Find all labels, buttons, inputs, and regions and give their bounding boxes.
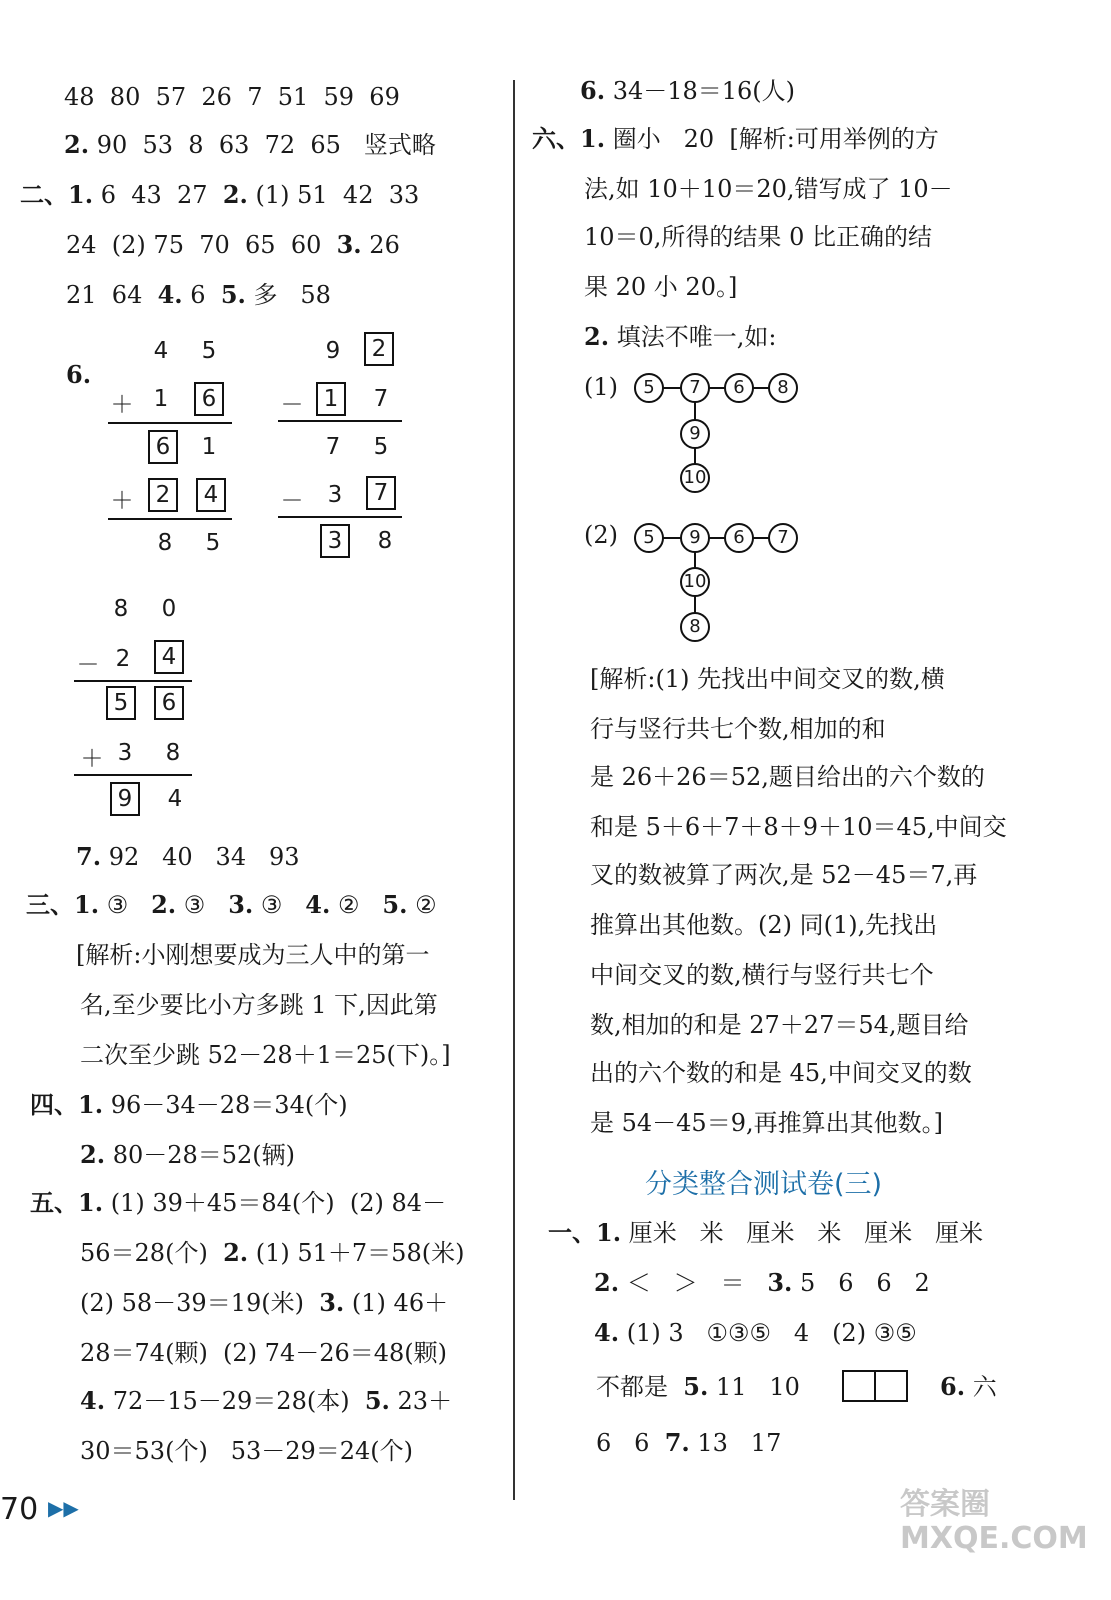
explanation-line: 和是 5＋6＋7＋8＋9＋10＝45,中间交 xyxy=(590,813,1007,841)
question-number: 6. xyxy=(66,360,92,389)
answer-box: 1 xyxy=(316,382,346,416)
arrow-marks: ▶▶ xyxy=(48,1496,79,1520)
number-circle: 8 xyxy=(768,373,798,403)
answer-box: 6 xyxy=(194,382,224,416)
explanation-line: 出的六个数的和是 45,中间交叉的数 xyxy=(590,1059,972,1087)
number-circle: 9 xyxy=(680,523,710,553)
minus-sign: － xyxy=(280,392,304,418)
number-circle: 9 xyxy=(680,419,710,449)
answer-box: 4 xyxy=(154,640,184,674)
explanation-line: 果 20 小 20。] xyxy=(584,273,738,301)
explanation-line: [解析:(1) 先找出中间交叉的数,横 xyxy=(590,665,945,693)
digit: 7 xyxy=(325,434,341,460)
explanation-line: 二次至少跳 52－28＋1＝25(下)。] xyxy=(80,1041,451,1069)
plus-sign: ＋ xyxy=(110,488,134,514)
answer-line: 2. 填法不唯一,如: xyxy=(584,322,777,351)
number-circle: 5 xyxy=(634,373,664,403)
answer-box: 9 xyxy=(110,782,140,816)
answer-line: 4. (1) 3 ①③⑤ 4 (2) ③⑤ xyxy=(594,1318,917,1347)
connector-line xyxy=(650,537,784,539)
empty-square xyxy=(874,1370,908,1402)
explanation-line: 数,相加的和是 27＋27＝54,题目给 xyxy=(590,1011,969,1039)
difference-line xyxy=(74,680,192,682)
digit: 9 xyxy=(325,338,341,364)
answer-line: 6 6 7. 13 17 xyxy=(596,1428,782,1457)
digit: 0 xyxy=(161,596,177,622)
puzzle-label: (1) xyxy=(584,373,618,401)
number-circle: 7 xyxy=(768,523,798,553)
section-title: 分类整合测试卷(三) xyxy=(645,1169,883,1200)
section-four-line: 四、1. 96－34－28＝34(个) xyxy=(30,1090,348,1119)
number-circle: 8 xyxy=(680,612,710,642)
answer-line: 24 (2) 75 70 65 60 3. 26 xyxy=(66,230,400,259)
digit: 2 xyxy=(115,646,131,672)
explanation-line: 中间交叉的数,横行与竖行共七个 xyxy=(590,961,934,989)
difference-line xyxy=(278,420,402,422)
digit: 3 xyxy=(327,482,343,508)
explanation-line: 是 26＋26＝52,题目给出的六个数的 xyxy=(590,763,985,791)
answer-box: 5 xyxy=(106,686,136,720)
digit: 1 xyxy=(201,434,217,460)
number-circle: 7 xyxy=(680,373,710,403)
answer-line: 6. 六 xyxy=(940,1372,997,1401)
sum-line xyxy=(74,774,192,776)
number-circle: 5 xyxy=(634,523,664,553)
explanation-line: 叉的数被算了两次,是 52－45＝7,再 xyxy=(590,861,978,889)
answer-line: 6. 34－18＝16(人) xyxy=(580,76,796,105)
puzzle-label: (2) xyxy=(584,521,618,549)
plus-sign: ＋ xyxy=(110,392,134,418)
answer-line: 28＝74(颗) (2) 74－26＝48(颗) xyxy=(80,1339,448,1367)
answer-box: 6 xyxy=(148,430,178,464)
number-circle: 10 xyxy=(680,463,710,493)
explanation-line: 10＝0,所得的结果 0 比正确的结 xyxy=(584,223,932,251)
answer-box: 2 xyxy=(364,332,394,366)
minus-sign: － xyxy=(76,652,100,678)
column-divider xyxy=(513,80,515,1500)
digit: 5 xyxy=(373,434,389,460)
answer-line: 不都是 5. 11 10 xyxy=(596,1372,800,1401)
section-six-line: 六、1. 圈小 20 [解析:可用举例的方 xyxy=(532,124,939,153)
answer-line: 2. ＜ ＞ ＝ 3. 5 6 6 2 xyxy=(594,1268,930,1297)
answer-box: 7 xyxy=(366,476,396,510)
answer-line: 2. 90 53 8 63 72 65 竖式略 xyxy=(64,130,436,159)
section-five-line: 五、1. (1) 39＋45＝84(个) (2) 84－ xyxy=(30,1188,447,1217)
sum-line xyxy=(108,422,232,424)
digit: 8 xyxy=(165,740,181,766)
explanation-line: 推算出其他数。(2) 同(1),先找出 xyxy=(590,911,938,939)
digit: 7 xyxy=(373,386,389,412)
number-circle: 6 xyxy=(724,373,754,403)
answer-line: 56＝28(个) 2. (1) 51＋7＝58(米) xyxy=(80,1238,465,1267)
explanation-line: 法,如 10＋10＝20,错写成了 10－ xyxy=(584,175,953,203)
difference-line xyxy=(278,516,402,518)
digit: 5 xyxy=(201,338,217,364)
digit: 3 xyxy=(117,740,133,766)
minus-sign: － xyxy=(280,488,304,514)
explanation-line: [解析:小刚想要成为三人中的第一 xyxy=(76,941,430,969)
answer-box: 4 xyxy=(196,478,226,512)
answer-line: 7. 92 40 34 93 xyxy=(76,842,300,871)
answer-box: 3 xyxy=(320,524,350,558)
explanation-line: 是 54－45＝9,再推算出其他数。] xyxy=(590,1109,943,1137)
watermark-logo: 答案圈 MXQE.COM xyxy=(900,1487,1088,1556)
section-two-line: 二、1. 6 43 27 2. (1) 51 42 33 xyxy=(20,180,420,209)
connector-line xyxy=(650,387,784,389)
sum-line xyxy=(108,518,232,520)
answer-line: 4. 72－15－29＝28(本) 5. 23＋ xyxy=(80,1386,453,1415)
answer-box: 6 xyxy=(154,686,184,720)
answer-line: 2. 80－28＝52(辆) xyxy=(80,1140,296,1169)
digit: 8 xyxy=(377,528,393,554)
digit: 4 xyxy=(153,338,169,364)
plus-sign: ＋ xyxy=(80,746,104,772)
test-section-one-line: 一、1. 厘米 米 厘米 米 厘米 厘米 xyxy=(548,1218,984,1247)
answer-line: 21 64 4. 6 5. 多 58 xyxy=(66,280,331,309)
explanation-line: 行与竖行共七个数,相加的和 xyxy=(590,715,886,743)
answer-box: 2 xyxy=(148,478,178,512)
page-number: 70 xyxy=(0,1492,39,1527)
answer-line: 30＝53(个) 53－29＝24(个) xyxy=(80,1437,414,1465)
number-circle: 10 xyxy=(680,567,710,597)
digit: 4 xyxy=(167,786,183,812)
answer-line: (2) 58－39＝19(米) 3. (1) 46＋ xyxy=(80,1288,449,1317)
answer-line: 48 80 57 26 7 51 59 69 xyxy=(64,83,400,111)
digit: 5 xyxy=(205,530,221,556)
section-three-line: 三、1. ③ 2. ③ 3. ③ 4. ② 5. ② xyxy=(26,890,437,919)
digit: 8 xyxy=(157,530,173,556)
digit: 8 xyxy=(113,596,129,622)
number-circle: 6 xyxy=(724,523,754,553)
explanation-line: 名,至少要比小方多跳 1 下,因此第 xyxy=(80,991,438,1019)
empty-square xyxy=(842,1370,876,1402)
digit: 1 xyxy=(153,386,169,412)
